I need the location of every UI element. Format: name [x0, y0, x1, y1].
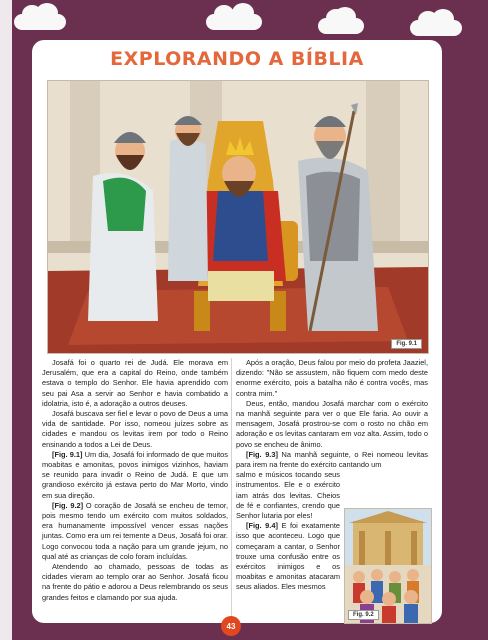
cloud-decoration: [318, 18, 364, 34]
king-jehoshaphat-illustration: [48, 81, 428, 353]
page-sheet: [32, 40, 442, 623]
paragraph-body: O coração de Josafá se encheu de temor, pois mesmo tendo um exército com muitos soldados, era humanamente impossível vencer essas nações juntas. Como era um rei temente a Deus, Josafá foi orar. Logo convocou toda a nação para um grande jejum, no qual até as crianças de colo foram incluídas.: [42, 500, 228, 561]
paragraph: [42, 501, 228, 562]
figure-reference: [Fig. 9.4]: [246, 521, 278, 531]
page-title: EXPLORANDO A BÍBLIA: [110, 48, 364, 70]
illustration-fig-9-1: [47, 80, 429, 354]
illustration-fig-9-2: [344, 508, 432, 624]
figure-reference: [Fig. 9.2]: [52, 500, 84, 510]
paragraph: Josafá buscava ser fiel e levar o povo de Deus a uma vida de santidade. Por isso, nomeou juízes sobre as cidades e mandou os levitas irem por todo o Reino ensinando a todos a Lei de Deus.: [42, 409, 228, 449]
cloud-decoration: [14, 14, 66, 30]
paragraph: [236, 450, 428, 470]
figure-label: Fig. 9.2: [348, 610, 379, 620]
paragraph: Josafá foi o quarto rei de Judá. Ele morava em Jerusalém, que era a capital do Reino, onde também estava o templo do Senhor. Ele havia aprendido com seu pai Asa a servir ao Senhor e havia combatido a idolatria, isto é, a adoração a outros deuses.: [42, 358, 228, 408]
cloud-decoration: [206, 14, 262, 30]
cloud-decoration: [410, 20, 462, 36]
paragraph-body: E foi exatamente isso que aconteceu. Logo que começaram a cantar, o Senhor trouxe uma confusão entre os exércitos inimigos e os moabitas e amonitas atacaram seus aliados. Eles mesmos: [236, 521, 341, 592]
paragraph-body: Um dia, Josafá foi informado de que muitos moabitas e amonitas, povos inimigos vizinhos, haviam se reunido para invadir o Reino de Judá. E que um grandioso exército já estava perto do Mar Morto, vindo em sua direção.: [42, 449, 228, 500]
scan-edge: [0, 0, 12, 640]
figure-reference: [Fig. 9.3]: [246, 449, 278, 459]
paragraph: Deus, então, mandou Josafá marchar com o exército na manhã seguinte para ver o que Ele faria. Ao ouvir a mensagem, Josafá prostrou-se com o rosto no chão em adoração e os levitas cantaram em voz alta. Assim, todo o povo se encheu de ânimo.: [236, 398, 428, 449]
paragraph: [236, 521, 340, 592]
people-at-temple-illustration: [345, 509, 431, 623]
figure-label: Fig. 9.1: [391, 339, 422, 349]
column-divider: [231, 358, 232, 620]
paragraph: Atendendo ao chamado, pessoas de todas as cidades vieram ao templo orar ao Senhor. Josafá ficou na frente do pátio e adorou a Deus relembrando os seus grandes feitos e clamando por sua ajuda.: [42, 562, 228, 602]
paragraph: [42, 450, 228, 501]
figure-reference: [Fig. 9.1]: [52, 449, 83, 459]
paragraph: Após a oração, Deus falou por meio do profeta Jaaziel, dizendo: "Não se assustem, não fiquem com medo deste enorme exército, pois a batalha não é contra vocês, mas contra mim.": [236, 358, 428, 398]
left-column: [42, 358, 228, 603]
page-number: 43: [221, 616, 241, 636]
paragraph-continued: salmo e músicos tocando seus instrumentos. Ele e o exército iam atrás dos levitas. Cheios de fé e confiantes, crendo que Senhor lutaria por eles!: [236, 470, 340, 521]
paragraph-body: Na manhã seguinte, o Rei nomeou levitas para irem na frente do exército cantando um: [236, 449, 428, 470]
